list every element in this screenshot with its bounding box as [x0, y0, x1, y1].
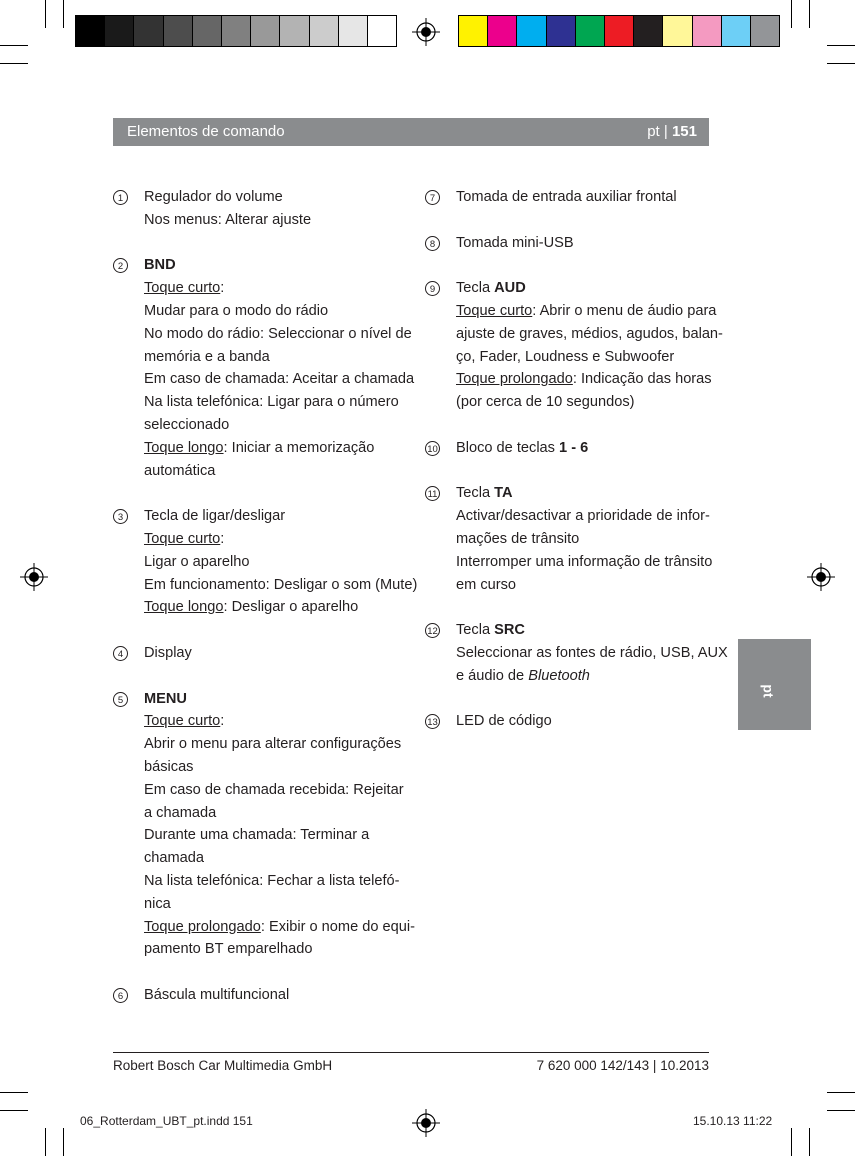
list-item [426, 437, 716, 460]
item-line [144, 528, 404, 551]
list-item [114, 688, 415, 962]
action-label: Toque prolongado [144, 918, 261, 935]
item-line [456, 368, 716, 391]
text-segment: : Abrir o menu de áudio para [532, 302, 717, 319]
item-line [456, 323, 723, 346]
list-item [426, 186, 716, 209]
text-segment: pamento BT emparelhado [144, 941, 313, 958]
item-number-icon: 9 [425, 281, 440, 296]
item-line [144, 710, 404, 733]
action-label: Toque curto [456, 302, 533, 319]
item-line [144, 756, 404, 779]
action-label: Toque longo [144, 599, 224, 616]
text-segment: e áudio de [456, 667, 529, 684]
text-segment: Tomada mini-USB [456, 234, 574, 251]
color-swatch [459, 16, 488, 46]
text-segment: 1 - 6 [559, 439, 589, 456]
color-swatch [576, 16, 605, 46]
item-line [456, 710, 716, 733]
item-line [144, 437, 404, 460]
color-swatch [751, 16, 779, 46]
left-column [114, 186, 418, 1029]
action-label: Toque curto [144, 713, 221, 730]
text-segment: LED de código [456, 713, 552, 730]
crop-mark [791, 0, 792, 28]
crop-mark [827, 45, 855, 46]
text-segment: No modo do rádio: Seleccionar o nível de [144, 325, 412, 342]
text-segment: nica [144, 895, 171, 912]
text-segment: Ligar o aparelho [144, 553, 250, 570]
item-number-icon: 1 [113, 190, 128, 205]
action-label: Toque curto [144, 280, 221, 297]
text-segment: ço, Fader, Loudness e Subwoofer [456, 348, 675, 365]
item-line [144, 916, 415, 939]
text-segment: : Iniciar a memorização [223, 439, 375, 456]
text-segment: em curso [456, 576, 517, 593]
list-item [426, 710, 716, 733]
list-item [114, 254, 415, 482]
item-number-icon: 5 [113, 692, 128, 707]
gray-swatch [280, 16, 309, 46]
text-segment: automática [144, 462, 216, 479]
item-line [144, 323, 412, 346]
item-number-icon: 13 [425, 714, 440, 729]
item-line [144, 300, 404, 323]
color-swatch [605, 16, 634, 46]
item-line [456, 437, 716, 460]
action-label: Toque curto [144, 530, 221, 547]
text-segment: : Desligar o aparelho [223, 599, 359, 616]
gray-swatch [76, 16, 105, 46]
list-item [114, 505, 418, 619]
list-item [426, 619, 728, 687]
text-segment: Em funcionamento: Desligar o som (Mute) [144, 576, 418, 593]
page-header [113, 118, 709, 146]
item-line [456, 619, 716, 642]
crop-mark [827, 63, 855, 64]
item-line [144, 186, 404, 209]
text-segment: BND [144, 257, 176, 274]
text-segment: Interromper uma informação de trânsito [456, 553, 713, 570]
item-line [456, 665, 716, 688]
item-line [456, 186, 716, 209]
item-line [144, 733, 404, 756]
color-swatch [634, 16, 663, 46]
item-line [456, 391, 716, 414]
text-segment: Display [144, 644, 192, 661]
registration-mark-icon [412, 1109, 440, 1137]
text-segment: Regulador do volume [144, 189, 283, 205]
crop-mark [63, 0, 64, 28]
item-line [144, 870, 404, 893]
text-segment: Tecla [456, 280, 495, 297]
text-segment: (por cerca de 10 segundos) [456, 394, 635, 411]
text-segment: Seleccionar as fontes de rádio, USB, AUX [456, 644, 728, 661]
process-color-bar [458, 15, 780, 47]
text-segment: Báscula multifuncional [144, 986, 290, 1003]
text-segment: AUD [494, 280, 526, 297]
item-line [456, 232, 716, 255]
text-segment: : [220, 713, 225, 730]
text-segment: Tecla de ligar/desligar [144, 508, 286, 525]
text-segment: : Exibir o nome do equi- [260, 918, 415, 935]
item-number-icon: 8 [425, 236, 440, 251]
gray-swatch [164, 16, 193, 46]
item-line [144, 984, 404, 1007]
crop-mark [63, 1128, 64, 1156]
item-line [144, 505, 404, 528]
item-line [456, 300, 716, 323]
action-label: Toque longo [144, 439, 224, 456]
gray-swatch [134, 16, 163, 46]
item-line [456, 528, 716, 551]
item-number-icon: 3 [113, 509, 128, 524]
text-segment: TA [494, 485, 513, 502]
gray-swatch [105, 16, 134, 46]
item-line [144, 642, 404, 665]
item-line [144, 574, 418, 597]
list-item [426, 482, 716, 596]
section-title: Elementos de comando [127, 123, 285, 140]
language-tab-label: pt [760, 684, 777, 698]
crop-mark [0, 1092, 28, 1093]
item-line [144, 938, 404, 961]
item-line [456, 642, 728, 665]
item-line [144, 460, 404, 483]
text-segment: MENU [144, 690, 187, 707]
text-segment: Activar/desactivar a prioridade de infor- [456, 508, 710, 525]
text-segment: Nos menus: Alterar ajuste [144, 211, 312, 228]
text-segment: Na lista telefónica: Fechar a lista telefó- [144, 872, 400, 889]
text-segment: Tecla [456, 485, 495, 502]
item-number-icon: 7 [425, 190, 440, 205]
text-segment: : [220, 280, 225, 297]
crop-mark [827, 1092, 855, 1093]
item-line [144, 802, 404, 825]
item-number-icon: 10 [425, 441, 440, 456]
registration-mark-icon [807, 563, 835, 591]
gray-swatch [222, 16, 251, 46]
item-line [456, 346, 716, 369]
crop-mark [791, 1128, 792, 1156]
item-line [144, 596, 404, 619]
gray-swatch [310, 16, 339, 46]
text-segment: Tomada de entrada auxiliar frontal [456, 189, 677, 205]
footer-doc-number: 7 620 000 142/143 | 10.2013 [536, 1058, 709, 1073]
item-line [144, 893, 404, 916]
text-segment: Mudar para o modo do rádio [144, 302, 329, 319]
text-segment: Em caso de chamada: Aceitar a chamada [144, 371, 415, 388]
list-item [114, 642, 404, 665]
slug-date: 15.10.13 11:22 [693, 1114, 773, 1128]
text-segment: a chamada [144, 804, 217, 821]
text-segment: memória e a banda [144, 348, 270, 365]
item-number-icon: 12 [425, 623, 440, 638]
text-segment: Em caso de chamada recebida: Rejeitar [144, 781, 404, 798]
crop-mark [0, 63, 28, 64]
color-swatch [547, 16, 576, 46]
item-number-icon: 6 [113, 988, 128, 1003]
text-segment: Durante uma chamada: Terminar a [144, 827, 370, 844]
footer-rule [113, 1052, 709, 1053]
text-segment: ajuste de graves, médios, agudos, balan- [456, 325, 723, 342]
text-segment: chamada [144, 850, 205, 867]
footer-company: Robert Bosch Car Multimedia GmbH [113, 1058, 333, 1073]
item-line [144, 254, 404, 277]
list-item [426, 277, 723, 414]
text-segment: Bluetooth [528, 667, 590, 684]
item-line [144, 688, 404, 711]
color-swatch [693, 16, 722, 46]
gray-swatch [193, 16, 222, 46]
color-swatch [517, 16, 546, 46]
item-line [144, 368, 415, 391]
slug-filename: 06_Rotterdam_UBT_pt.indd 151 [80, 1114, 253, 1128]
item-line [144, 779, 404, 802]
item-line [144, 391, 404, 414]
item-line [456, 551, 716, 574]
color-swatch [488, 16, 517, 46]
gray-swatch [339, 16, 368, 46]
item-line [456, 482, 716, 505]
item-number-icon: 2 [113, 258, 128, 273]
item-line [456, 505, 716, 528]
list-item [114, 984, 404, 1007]
page-number: pt | 151 [647, 123, 697, 140]
text-segment: Bloco de teclas [456, 439, 560, 456]
gray-swatch [368, 16, 396, 46]
text-segment: SRC [494, 622, 525, 639]
item-line [144, 209, 404, 232]
text-segment: Tecla [456, 622, 495, 639]
item-line [144, 414, 404, 437]
crop-mark [827, 1110, 855, 1111]
item-line [144, 346, 404, 369]
text-segment: seleccionado [144, 416, 230, 433]
item-number-icon: 4 [113, 646, 128, 661]
crop-mark [809, 1128, 810, 1156]
text-segment: mações de trânsito [456, 530, 580, 547]
text-segment: : Indicação das horas [572, 371, 712, 388]
text-segment: Na lista telefónica: Ligar para o número [144, 394, 399, 411]
item-line [144, 824, 404, 847]
list-item [114, 186, 404, 232]
color-swatch [722, 16, 751, 46]
crop-mark [809, 0, 810, 28]
action-label: Toque prolongado [456, 371, 573, 388]
gray-swatch [251, 16, 280, 46]
crop-mark [0, 45, 28, 46]
color-swatch [663, 16, 692, 46]
crop-mark [0, 1110, 28, 1111]
item-line [456, 574, 716, 597]
registration-mark-icon [412, 18, 440, 46]
text-segment: Abrir o menu para alterar configurações [144, 736, 402, 753]
item-number-icon: 11 [425, 486, 440, 501]
text-segment: : [220, 530, 225, 547]
grayscale-color-bar [75, 15, 397, 47]
item-line [144, 551, 404, 574]
item-line [456, 277, 716, 300]
right-column [426, 186, 728, 756]
registration-mark-icon [20, 563, 48, 591]
text-segment: básicas [144, 758, 194, 775]
crop-mark [45, 0, 46, 28]
crop-mark [45, 1128, 46, 1156]
item-line [144, 847, 404, 870]
item-line [144, 277, 404, 300]
list-item [426, 232, 716, 255]
language-tab [738, 639, 811, 730]
